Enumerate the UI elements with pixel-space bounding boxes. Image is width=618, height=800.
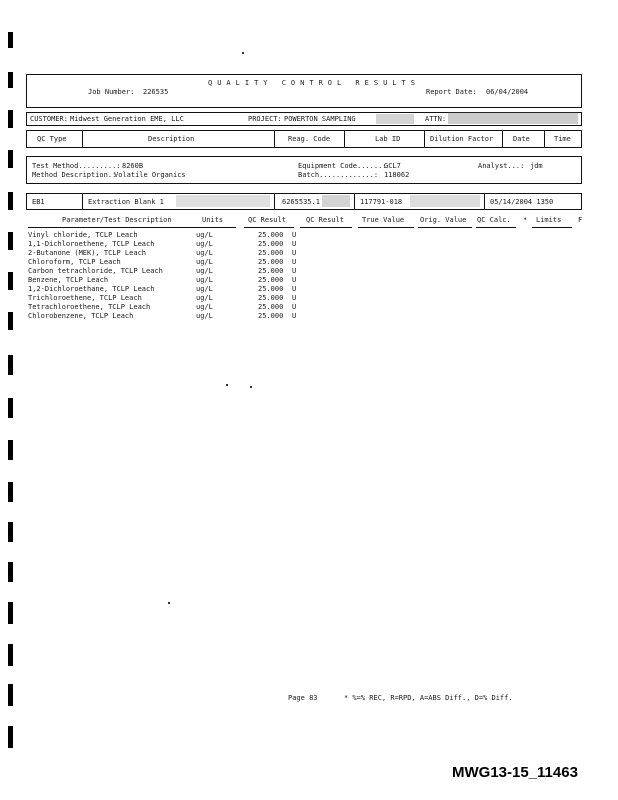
result-value: 25.000	[258, 276, 284, 284]
scan-noise	[448, 112, 578, 124]
column-divider	[544, 130, 545, 148]
result-parameter: Chlorobenzene, TCLP Leach	[28, 312, 134, 320]
result-flag: U	[292, 267, 297, 275]
report-date: 06/04/2004	[486, 88, 529, 96]
result-value: 25.000	[258, 258, 284, 266]
scan-mark	[8, 562, 13, 582]
column-divider	[274, 193, 275, 210]
customer-name: Midwest Generation EME, LLC	[70, 115, 184, 123]
customer-label: CUSTOMER:	[30, 115, 68, 123]
equipment-code-label: Equipment Code......:	[298, 162, 387, 170]
result-units: ug/L	[196, 294, 213, 302]
scan-mark	[8, 684, 13, 706]
column-divider	[424, 130, 425, 148]
column-divider	[502, 130, 503, 148]
scan-mark	[8, 232, 13, 250]
method-description: Volatile Organics	[114, 171, 186, 179]
document-id: MWG13-15_11463	[452, 764, 578, 781]
scan-mark	[8, 72, 13, 88]
result-parameter: 2-Butanone (MEK), TCLP Leach	[28, 249, 147, 257]
scan-mark	[8, 602, 13, 624]
result-value: 25.000	[258, 240, 284, 248]
batch: 118062	[384, 171, 410, 179]
result-flag: U	[292, 285, 297, 293]
header-underline	[532, 227, 572, 228]
calc-legend: * %=% REC, R=RPD, A=ABS Diff., D=% Diff.	[344, 694, 513, 702]
result-flag: U	[292, 231, 297, 239]
header-dilution-factor: Dilution Factor	[430, 135, 494, 143]
scan-mark	[8, 150, 13, 168]
result-header-f: F	[578, 216, 583, 224]
scan-mark	[8, 644, 13, 666]
result-value: 25.000	[258, 285, 284, 293]
result-header-qc-result: QC Result	[248, 216, 286, 224]
qc-description-value: Extraction Blank 1	[88, 198, 164, 206]
result-parameter: Trichloroethene, TCLP Leach	[28, 294, 142, 302]
result-header-qc-result-2: QC Result	[306, 216, 344, 224]
scan-mark	[8, 110, 13, 128]
column-divider	[82, 193, 83, 210]
result-parameter: Benzene, TCLP Leach	[28, 276, 109, 284]
header-underline	[476, 227, 516, 228]
scan-mark	[8, 312, 13, 330]
header-underline	[300, 227, 352, 228]
result-units: ug/L	[196, 285, 213, 293]
test-method-label: Test Method.........:	[32, 162, 121, 170]
scan-noise	[322, 195, 350, 207]
analyst: jdm	[530, 162, 543, 170]
lab-id-value: 117791-018	[360, 198, 403, 206]
result-flag: U	[292, 303, 297, 311]
test-method: 8260B	[122, 162, 144, 170]
scan-speck	[242, 52, 244, 54]
result-flag: U	[292, 294, 297, 302]
result-flag: U	[292, 276, 297, 284]
scan-speck	[168, 602, 170, 604]
scan-mark	[8, 272, 13, 290]
result-header-units: Units	[202, 216, 224, 224]
header-underline	[358, 227, 414, 228]
result-value: 25.000	[258, 312, 284, 320]
result-header-parameter: Parameter/Test Description	[62, 216, 172, 224]
header-underline	[244, 227, 294, 228]
scan-mark	[8, 192, 13, 210]
result-value: 25.000	[258, 231, 284, 239]
result-parameter: Vinyl chloride, TCLP Leach	[28, 231, 138, 239]
project-name: POWERTON SAMPLING	[284, 115, 356, 123]
result-value: 25.000	[258, 249, 284, 257]
project-label: PROJECT:	[248, 115, 282, 123]
attn-label: ATTN:	[425, 115, 447, 123]
scan-mark	[8, 482, 13, 502]
scan-noise	[176, 195, 270, 207]
result-value: 25.000	[258, 294, 284, 302]
page-number: Page 83	[288, 694, 318, 702]
result-header-orig-value: Orig. Value	[420, 216, 467, 224]
result-flag: U	[292, 312, 297, 320]
result-parameter: 1,2-Dichloroethane, TCLP Leach	[28, 285, 155, 293]
scan-mark	[8, 726, 13, 748]
result-units: ug/L	[196, 312, 213, 320]
result-units: ug/L	[196, 303, 213, 311]
scan-mark	[8, 522, 13, 542]
batch-label: Batch.............:	[298, 171, 379, 179]
header-qc-type: QC Type	[37, 135, 67, 143]
result-units: ug/L	[196, 231, 213, 239]
result-units: ug/L	[196, 258, 213, 266]
result-units: ug/L	[196, 240, 213, 248]
result-header-qc-calc: QC Calc.	[477, 216, 511, 224]
column-divider	[274, 130, 275, 148]
scan-mark	[8, 398, 13, 418]
header-description: Description	[148, 135, 195, 143]
scan-noise	[410, 195, 480, 207]
scan-speck	[226, 384, 228, 386]
report-title: QUALITY CONTROL RESULTS	[208, 79, 420, 87]
result-value: 25.000	[258, 303, 284, 311]
column-divider	[354, 193, 355, 210]
scan-mark	[8, 32, 13, 48]
header-underline	[28, 227, 200, 228]
header-date: Date	[513, 135, 530, 143]
header-reag-code: Reag. Code	[288, 135, 331, 143]
job-number: 226535	[143, 88, 169, 96]
result-parameter: Tetrachloroethene, TCLP Leach	[28, 303, 151, 311]
header-underline	[418, 227, 472, 228]
equipment-code: GCL7	[384, 162, 401, 170]
column-divider	[344, 130, 345, 148]
result-header-star: *	[523, 216, 528, 224]
result-units: ug/L	[196, 249, 213, 257]
scan-speck	[250, 386, 252, 388]
result-header-true-value: True Value	[362, 216, 405, 224]
header-time: Time	[554, 135, 571, 143]
result-value: 25.000	[258, 267, 284, 275]
column-divider	[484, 193, 485, 210]
method-description-label: Method Description.:	[32, 171, 117, 179]
result-parameter: Chloroform, TCLP Leach	[28, 258, 121, 266]
header-underline	[196, 227, 236, 228]
analyst-label: Analyst...:	[478, 162, 525, 170]
scan-mark	[8, 440, 13, 460]
reag-code-value: 6265535.1	[282, 198, 320, 206]
date-time-value: 05/14/2004 1350	[490, 198, 554, 206]
result-flag: U	[292, 240, 297, 248]
result-parameter: 1,1-Dichloroethene, TCLP Leach	[28, 240, 155, 248]
scan-noise	[376, 114, 414, 124]
result-flag: U	[292, 249, 297, 257]
result-units: ug/L	[196, 267, 213, 275]
scan-mark	[8, 355, 13, 375]
result-units: ug/L	[196, 276, 213, 284]
job-number-label: Job Number:	[88, 88, 135, 96]
result-flag: U	[292, 258, 297, 266]
column-divider	[82, 130, 83, 148]
header-lab-id: Lab ID	[375, 135, 401, 143]
result-header-limits: Limits	[536, 216, 562, 224]
report-date-label: Report Date:	[426, 88, 477, 96]
result-parameter: Carbon tetrachloride, TCLP Leach	[28, 267, 163, 275]
qc-type-value: EB1	[32, 198, 45, 206]
